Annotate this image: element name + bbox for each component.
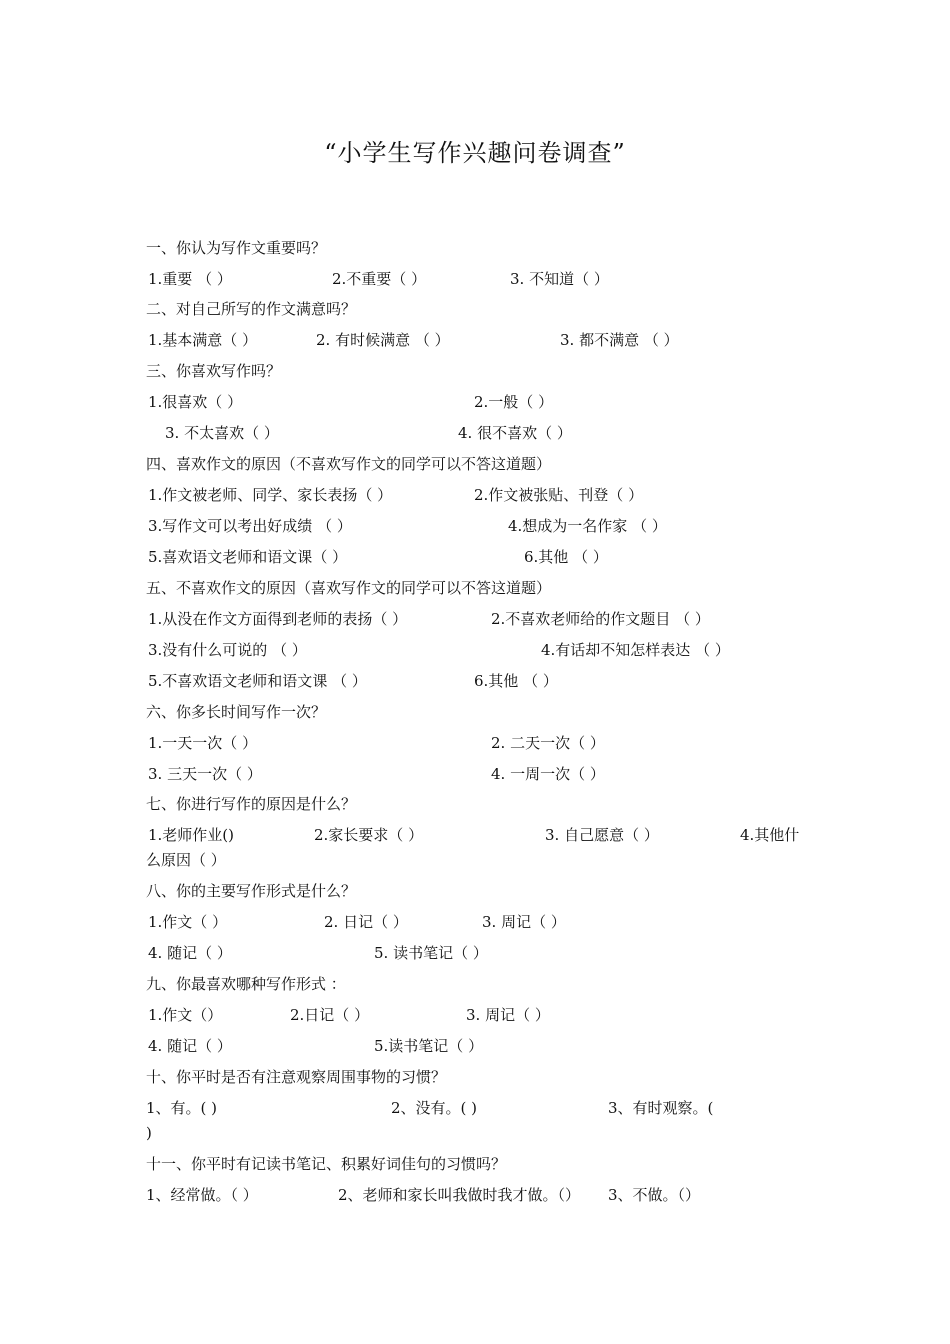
option-text: 4.想成为一名作家 （ ） bbox=[508, 517, 667, 535]
option-text: 3. 不知道（ ） bbox=[510, 270, 609, 288]
option-text: 2.家长要求（ ） bbox=[314, 826, 424, 844]
option-text: 4. 一周一次（ ） bbox=[491, 765, 605, 783]
option-text: 1.作文（ ） bbox=[148, 913, 228, 931]
option-text: 1.重要 （ ） bbox=[148, 270, 232, 288]
question-heading: 十、你平时是否有注意观察周围事物的习惯？ bbox=[146, 1068, 447, 1086]
option-text: 2. 日记（ ） bbox=[324, 913, 408, 931]
option-text: 1.从没在作文方面得到老师的表扬（ ） bbox=[148, 610, 408, 628]
option-text: 1.老师作业() bbox=[148, 826, 235, 844]
option-text: ) bbox=[146, 1124, 152, 1142]
question-heading: 六、你多长时间写作一次？ bbox=[146, 703, 327, 721]
option-text: 2.不重要（ ） bbox=[332, 270, 427, 288]
option-text: 4.有话却不知怎样表达 （ ） bbox=[541, 641, 730, 659]
option-text: 2.作文被张贴、刊登（ ） bbox=[474, 486, 644, 504]
question-heading: 四、喜欢作文的原因（不喜欢写作文的同学可以不答这道题） bbox=[146, 455, 552, 473]
option-text: 3. 自己愿意（ ） bbox=[545, 826, 659, 844]
option-text: 3、有时观察。( bbox=[608, 1099, 714, 1117]
option-text: 1、经常做。（ ） bbox=[146, 1186, 258, 1204]
option-text: 2.一般（ ） bbox=[474, 393, 554, 411]
option-text: 4.其他什 bbox=[740, 826, 800, 844]
option-text: 1.作文被老师、同学、家长表扬（ ） bbox=[148, 486, 393, 504]
option-text: 么原因（ ） bbox=[146, 851, 226, 869]
option-text: 2. 有时候满意 （ ） bbox=[316, 331, 450, 349]
option-text: 4. 很不喜欢（ ） bbox=[458, 424, 572, 442]
question-heading: 十一、你平时有记读书笔记、积累好词佳句的习惯吗？ bbox=[146, 1155, 507, 1173]
option-text: 1.基本满意（ ） bbox=[148, 331, 258, 349]
question-heading: 五、不喜欢作文的原因（喜欢写作文的同学可以不答这道题） bbox=[146, 579, 552, 597]
option-text: 3.没有什么可说的 （ ） bbox=[148, 641, 307, 659]
option-text: 1.很喜欢（ ） bbox=[148, 393, 243, 411]
option-text: 5.不喜欢语文老师和语文课 （ ） bbox=[148, 672, 367, 690]
option-text: 3.写作文可以考出好成绩 （ ） bbox=[148, 517, 352, 535]
question-heading: 七、你进行写作的原因是什么？ bbox=[146, 795, 357, 813]
option-text: 4. 随记（ ） bbox=[148, 1037, 232, 1055]
option-text: 4. 随记（ ） bbox=[148, 944, 232, 962]
question-heading: 八、你的主要写作形式是什么？ bbox=[146, 882, 357, 900]
option-text: 3. 不太喜欢（ ） bbox=[165, 424, 279, 442]
question-heading: 三、你喜欢写作吗？ bbox=[146, 362, 282, 380]
option-text: 3. 三天一次（ ） bbox=[148, 765, 262, 783]
option-text: 6.其他 （ ） bbox=[524, 548, 608, 566]
option-text: 1.作文（） bbox=[148, 1006, 223, 1024]
question-heading: 二、对自己所写的作文满意吗？ bbox=[146, 300, 357, 318]
option-text: 1.一天一次（ ） bbox=[148, 734, 258, 752]
question-heading: 九、你最喜欢哪种写作形式 ： bbox=[146, 975, 346, 993]
option-text: 2、老师和家长叫我做时我才做。（） bbox=[338, 1186, 581, 1204]
option-text: 2、没有。( ) bbox=[391, 1099, 478, 1117]
option-text: 6.其他 （ ） bbox=[474, 672, 558, 690]
option-text: 2. 二天一次（ ） bbox=[491, 734, 605, 752]
page-title: “小学生写作兴趣问卷调查” bbox=[324, 139, 626, 167]
option-text: 5. 读书笔记（ ） bbox=[374, 944, 488, 962]
option-text: 3. 周记（ ） bbox=[466, 1006, 550, 1024]
question-heading: 一、你认为写作文重要吗？ bbox=[146, 239, 327, 257]
option-text: 3. 都不满意 （ ） bbox=[560, 331, 679, 349]
option-text: 5.喜欢语文老师和语文课（ ） bbox=[148, 548, 348, 566]
option-text: 3、不做。（） bbox=[608, 1186, 701, 1204]
option-text: 2.日记（ ） bbox=[290, 1006, 370, 1024]
option-text: 3. 周记（ ） bbox=[482, 913, 566, 931]
option-text: 2.不喜欢老师给的作文题目 （ ） bbox=[491, 610, 710, 628]
option-text: 5.读书笔记（ ） bbox=[374, 1037, 484, 1055]
option-text: 1、有。( ) bbox=[146, 1099, 218, 1117]
